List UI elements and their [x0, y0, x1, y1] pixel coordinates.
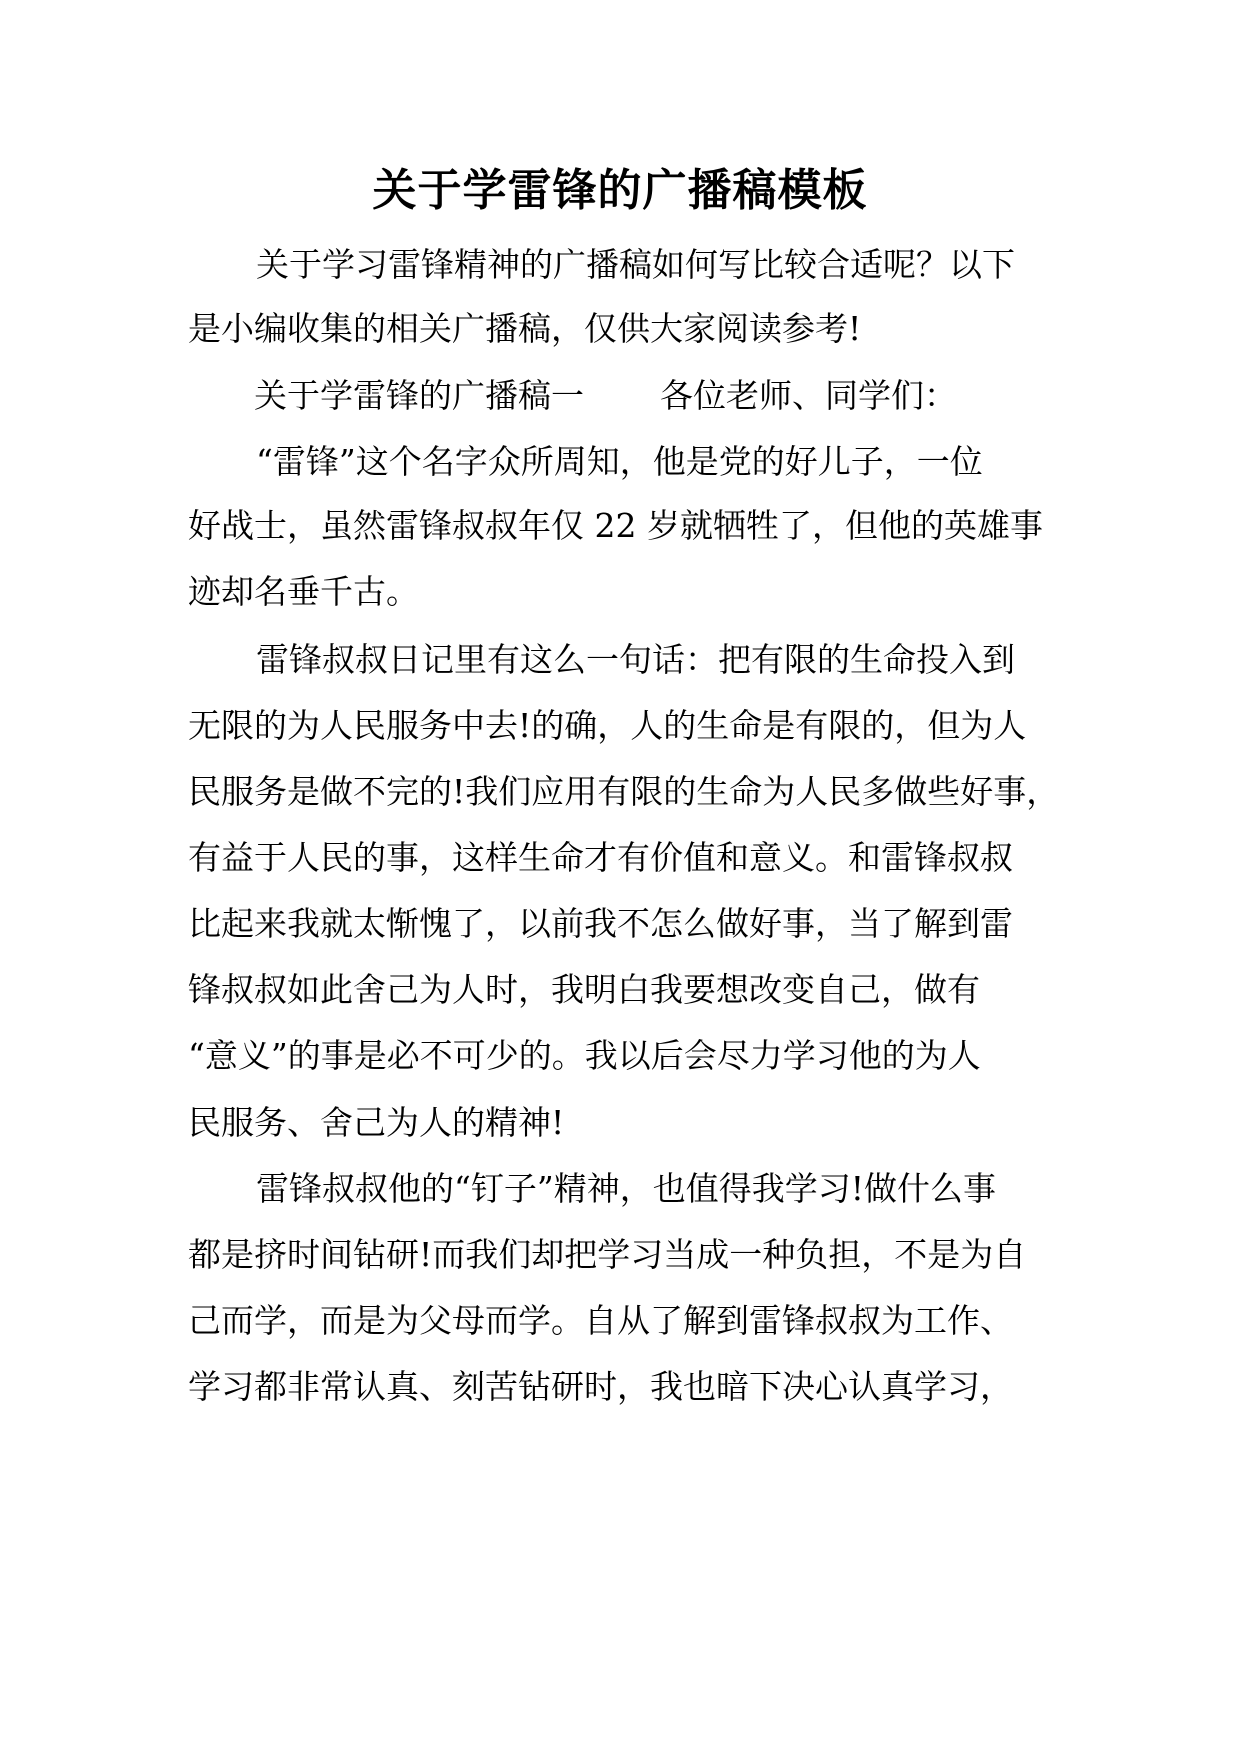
paragraph-line: 己而学，而是为父母而学。自从了解到雷锋叔叔为工作、	[188, 1301, 1013, 1340]
paragraph-line: 雷锋叔叔他的“钉子”精神，也值得我学习!做什么事	[256, 1169, 997, 1208]
paragraph-line: 好战士，虽然雷锋叔叔年仅 22 岁就牺牲了，但他的英雄事	[188, 506, 1043, 545]
document-title: 关于学雷锋的广播稿模板	[372, 165, 868, 216]
salutation: 各位老师、同学们：	[660, 376, 957, 415]
paragraph-line: 迹却名垂千古。	[188, 572, 419, 611]
paragraph-line: 无限的为人民服务中去!的确，人的生命是有限的，但为人	[188, 706, 1027, 745]
paragraph-line: “雷锋”这个名字众所周知，他是党的好儿子，一位	[256, 442, 983, 481]
paragraph-line: 有益于人民的事，这样生命才有价值和意义。和雷锋叔叔	[188, 838, 1013, 877]
section-heading-line	[254, 375, 957, 417]
paragraph-line: 是小编收集的相关广播稿，仅供大家阅读参考!	[188, 309, 862, 348]
paragraph-line: 锋叔叔如此舍己为人时，我明白我要想改变自己，做有	[188, 970, 980, 1009]
paragraph-line: 学习都非常认真、刻苦钻研时，我也暗下决心认真学习，	[188, 1367, 1013, 1406]
paragraph-line: 都是挤时间钻研!而我们却把学习当成一种负担，不是为自	[188, 1235, 1027, 1274]
paragraph-line: 民服务、舍己为人的精神!	[188, 1103, 565, 1142]
paragraph-line: “意义”的事是必不可少的。我以后会尽力学习他的为人	[188, 1036, 981, 1075]
section-heading: 关于学雷锋的广播稿一	[254, 376, 584, 415]
paragraph-line: 民服务是做不完的!我们应用有限的生命为人民多做些好事，	[188, 772, 1060, 811]
paragraph-line: 比起来我就太惭愧了，以前我不怎么做好事，当了解到雷	[188, 904, 1013, 943]
paragraph-line: 雷锋叔叔日记里有这么一句话：把有限的生命投入到	[256, 640, 1015, 679]
paragraph-line: 关于学习雷锋精神的广播稿如何写比较合适呢？以下	[256, 245, 1015, 284]
